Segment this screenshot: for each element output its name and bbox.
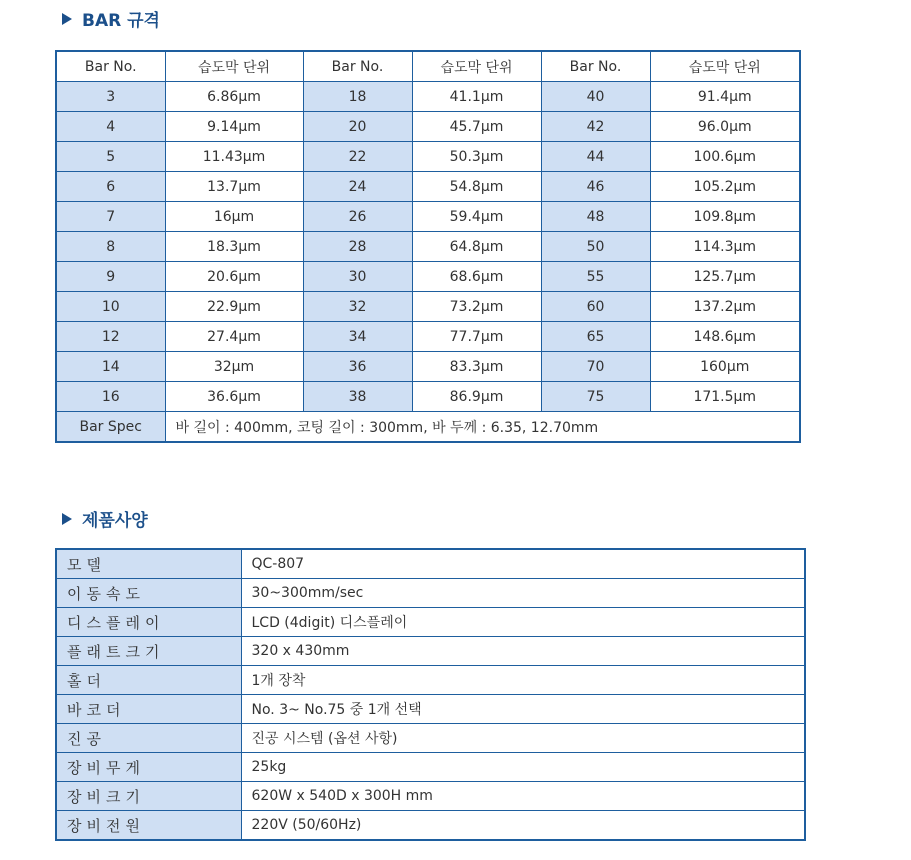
film-unit-cell: 27.4μm [165, 322, 303, 352]
bar-no-cell: 32 [303, 292, 412, 322]
bar-no-cell: 3 [56, 82, 165, 112]
bar-no-cell: 30 [303, 262, 412, 292]
film-unit-cell: 86.9μm [412, 382, 541, 412]
table-row [56, 232, 800, 262]
film-unit-cell: 105.2μm [650, 172, 800, 202]
film-unit-cell: 18.3μm [165, 232, 303, 262]
product-spec-table [55, 548, 806, 841]
bar-spec-table [55, 50, 801, 443]
bar-spec-text: 바 길이 : 400mm, 코팅 길이 : 300mm, 바 두께 : 6.35, 12.70mm [165, 412, 800, 443]
bar-no-cell: 10 [56, 292, 165, 322]
spec-value: QC-807 [241, 549, 805, 579]
spec-label: 장비무게 [56, 753, 241, 782]
spec-row [56, 637, 805, 666]
spec-label: 바코더 [56, 695, 241, 724]
bar-no-cell: 44 [541, 142, 650, 172]
spec-row [56, 753, 805, 782]
film-unit-header: 습도막 단위 [650, 51, 800, 82]
bar-no-cell: 20 [303, 112, 412, 142]
bar-no-cell: 9 [56, 262, 165, 292]
bar-spec-label: Bar Spec [56, 412, 165, 443]
table-row [56, 262, 800, 292]
bar-no-cell: 26 [303, 202, 412, 232]
bar-no-cell: 55 [541, 262, 650, 292]
film-unit-cell: 77.7μm [412, 322, 541, 352]
table-row [56, 142, 800, 172]
table-row [56, 82, 800, 112]
bar-no-cell: 36 [303, 352, 412, 382]
table-row [56, 322, 800, 352]
bar-no-cell: 42 [541, 112, 650, 142]
bar-no-header: Bar No. [541, 51, 650, 82]
spec-value: 620W x 540D x 300H mm [241, 782, 805, 811]
film-unit-cell: 16μm [165, 202, 303, 232]
bar-spec-title: BAR 규격 [82, 11, 160, 31]
bar-no-cell: 75 [541, 382, 650, 412]
spec-row [56, 608, 805, 637]
spec-label: 디스플레이 [56, 608, 241, 637]
bar-no-cell: 28 [303, 232, 412, 262]
film-unit-cell: 96.0μm [650, 112, 800, 142]
film-unit-cell: 68.6μm [412, 262, 541, 292]
spec-value: 30~300mm/sec [241, 579, 805, 608]
spec-row [56, 811, 805, 841]
bar-no-cell: 48 [541, 202, 650, 232]
spec-row [56, 549, 805, 579]
spec-value: LCD (4digit) 디스플레이 [241, 608, 805, 637]
spec-row [56, 579, 805, 608]
bar-no-cell: 60 [541, 292, 650, 322]
product-spec-heading [62, 506, 148, 531]
spec-label: 이동속도 [56, 579, 241, 608]
film-unit-cell: 171.5μm [650, 382, 800, 412]
table-row [56, 352, 800, 382]
film-unit-cell: 64.8μm [412, 232, 541, 262]
bar-no-cell: 7 [56, 202, 165, 232]
bar-no-cell: 8 [56, 232, 165, 262]
bar-no-header: Bar No. [56, 51, 165, 82]
spec-row [56, 782, 805, 811]
film-unit-cell: 100.6μm [650, 142, 800, 172]
film-unit-cell: 36.6μm [165, 382, 303, 412]
spec-value: No. 3~ No.75 중 1개 선택 [241, 695, 805, 724]
spec-label: 장비전원 [56, 811, 241, 841]
spec-value: 320 x 430mm [241, 637, 805, 666]
bar-no-cell: 12 [56, 322, 165, 352]
bar-no-header: Bar No. [303, 51, 412, 82]
spec-value: 25kg [241, 753, 805, 782]
bar-no-cell: 24 [303, 172, 412, 202]
film-unit-cell: 109.8μm [650, 202, 800, 232]
product-spec-title: 제품사양 [82, 511, 148, 531]
bar-no-cell: 34 [303, 322, 412, 352]
film-unit-cell: 6.86μm [165, 82, 303, 112]
film-unit-cell: 50.3μm [412, 142, 541, 172]
bar-no-cell: 65 [541, 322, 650, 352]
film-unit-cell: 73.2μm [412, 292, 541, 322]
bar-no-cell: 16 [56, 382, 165, 412]
bar-no-cell: 6 [56, 172, 165, 202]
film-unit-cell: 41.1μm [412, 82, 541, 112]
film-unit-cell: 20.6μm [165, 262, 303, 292]
spec-row [56, 724, 805, 753]
bar-no-cell: 14 [56, 352, 165, 382]
bar-no-cell: 70 [541, 352, 650, 382]
spec-label: 진공 [56, 724, 241, 753]
film-unit-cell: 13.7μm [165, 172, 303, 202]
spec-label: 모델 [56, 549, 241, 579]
film-unit-cell: 160μm [650, 352, 800, 382]
bar-no-cell: 18 [303, 82, 412, 112]
table-row [56, 112, 800, 142]
spec-label: 홀더 [56, 666, 241, 695]
film-unit-cell: 83.3μm [412, 352, 541, 382]
bar-no-cell: 5 [56, 142, 165, 172]
spec-row [56, 666, 805, 695]
bar-no-cell: 22 [303, 142, 412, 172]
film-unit-cell: 148.6μm [650, 322, 800, 352]
table-row [56, 172, 800, 202]
film-unit-cell: 59.4μm [412, 202, 541, 232]
spec-value: 진공 시스템 (옵션 사항) [241, 724, 805, 753]
film-unit-cell: 114.3μm [650, 232, 800, 262]
bar-no-cell: 50 [541, 232, 650, 262]
bar-no-cell: 4 [56, 112, 165, 142]
film-unit-cell: 32μm [165, 352, 303, 382]
film-unit-cell: 91.4μm [650, 82, 800, 112]
table-row [56, 382, 800, 412]
spec-label: 플래트크기 [56, 637, 241, 666]
bar-spec-heading [62, 6, 160, 31]
bar-spec-row [56, 412, 800, 443]
triangle-bullet-icon [62, 513, 72, 525]
film-unit-header: 습도막 단위 [165, 51, 303, 82]
film-unit-cell: 137.2μm [650, 292, 800, 322]
bar-no-cell: 38 [303, 382, 412, 412]
film-unit-cell: 54.8μm [412, 172, 541, 202]
bar-no-cell: 46 [541, 172, 650, 202]
film-unit-cell: 9.14μm [165, 112, 303, 142]
bar-no-cell: 40 [541, 82, 650, 112]
spec-value: 1개 장착 [241, 666, 805, 695]
bar-table-header-row [56, 51, 800, 82]
triangle-bullet-icon [62, 13, 72, 25]
table-row [56, 202, 800, 232]
film-unit-cell: 22.9μm [165, 292, 303, 322]
film-unit-header: 습도막 단위 [412, 51, 541, 82]
spec-value: 220V (50/60Hz) [241, 811, 805, 841]
spec-row [56, 695, 805, 724]
film-unit-cell: 11.43μm [165, 142, 303, 172]
table-row [56, 292, 800, 322]
film-unit-cell: 45.7μm [412, 112, 541, 142]
film-unit-cell: 125.7μm [650, 262, 800, 292]
spec-label: 장비크기 [56, 782, 241, 811]
